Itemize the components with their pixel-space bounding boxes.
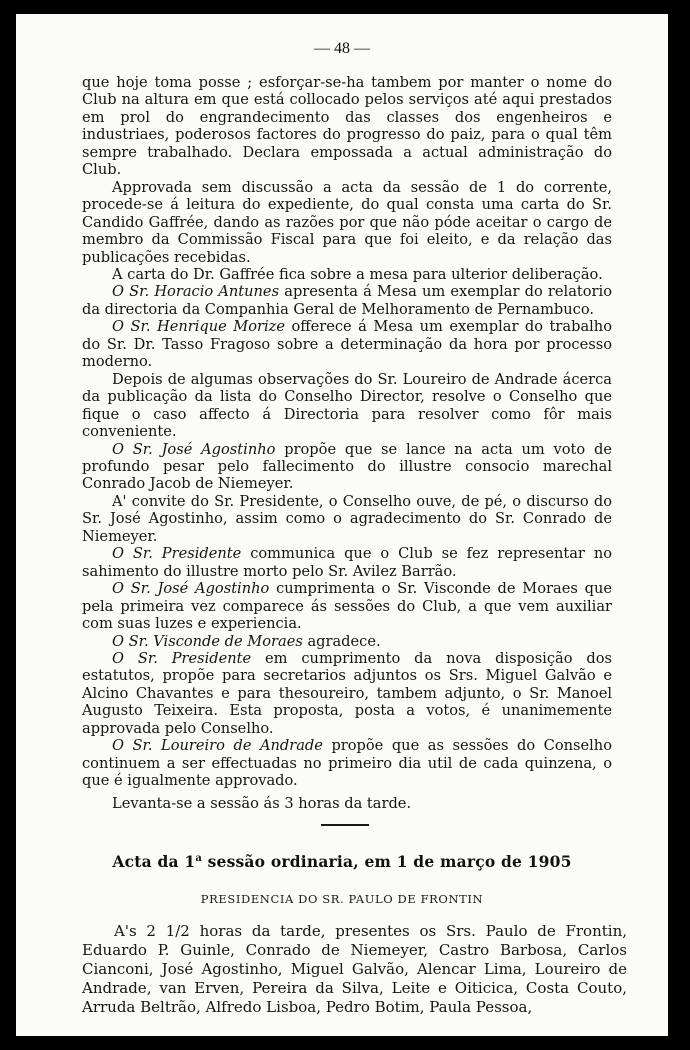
minutes-body	[82, 74, 612, 812]
speaker-name: O Sr. Presidente	[112, 649, 252, 667]
page-number: — 48 —	[314, 40, 370, 57]
speaker-name: O Sr. Visconde de Moraes	[112, 632, 303, 650]
paragraph	[82, 441, 612, 493]
speaker-name: O Sr. Horacio Antunes	[112, 283, 280, 301]
closing-paragraph: Levanta-se a sessão ás 3 horas da tarde.	[112, 794, 412, 812]
paragraph: A's 2 1/2 horas da tarde, presentes os Srs. Paulo de Frontin, Eduardo P. Guinle, Conrado de Niemeyer, Castro Barbosa, Carlos Cianconi, José Agostinho, Miguel Galvão, Alencar Lima, Loureiro de Andrade, van Erven, Pereira da Silva, Leite e Oiticica, Costa Couto, Arruda Beltrão, Alfredo Lisboa, Pedro Botim, Paula Pessoa,	[82, 922, 627, 1016]
speaker-name: O Sr. Henrique Morize	[112, 318, 285, 336]
document-page	[16, 14, 668, 1036]
paragraph	[82, 650, 612, 737]
speaker-name: O Sr. José Agostinho	[112, 580, 270, 598]
paragraph	[82, 580, 612, 632]
paragraph-text: propõe que se lance na acta um voto de profundo pesar pelo fallecimento do illustre consocio marechal Conrado Jacob de Niemeyer.	[82, 440, 612, 493]
paragraph: Depois de algumas observações do Sr. Loureiro de Andrade ácerca da publicação da lista do Conselho Director, resolve o Conselho que fique o caso affecto á Directoria para resolver como fôr mais conveniente.	[82, 370, 612, 441]
paragraph-text: cumprimenta o Sr. Visconde de Moraes que pela primeira vez comparece ás sessões do Club, a que vem auxiliar com suas luzes e experiencia.	[82, 580, 612, 633]
paragraph	[82, 283, 612, 318]
section-subheading: PRESIDENCIA DO SR. PAULO DE FRONTIN	[200, 892, 484, 906]
paragraph	[82, 633, 612, 650]
section-intro	[82, 922, 627, 1017]
paragraph: A carta do Dr. Gaffrée fica sobre a mesa para ulterior deliberação.	[112, 265, 603, 283]
paragraph-text: communica que o Club se fez representar no sahimento do illustre morto pelo Sr. Avilez Barrão.	[82, 545, 613, 580]
paragraph-text: propõe que as sessões do Conselho continuem a ser effectuadas no primeiro dia util de cada quinzena, o que é igualmente approvado.	[82, 737, 612, 790]
paragraph	[82, 545, 612, 580]
paragraph-text: apresenta á Mesa um exemplar do relatorio da directoria da Companhia Geral de Melhoramento de Pernambuco.	[82, 283, 612, 318]
speaker-name: O Sr. Presidente	[112, 545, 242, 563]
paragraph: Approvada sem discussão a acta da sessão de 1 do corrente, procede-se á leitura do expediente, do qual consta uma carta do Sr. Candido Gaffrée, dando as razões por que não póde aceitar o cargo de membro da Commissão Fiscal para que foi eleito, e da relação das publicações recebidas.	[82, 178, 612, 266]
paragraph-text: agradece.	[302, 632, 381, 650]
paragraph: que hoje toma posse ; esforçar-se-ha tambem por manter o nome do Club na altura em que está collocado pelos serviços até aqui prestados em prol do engrandecimento das classes dos engenheiros e industriaes, poderosos factores do progresso do paiz, para o qual têm sempre trabalhado. Declara empossada a actual administração do Club.	[82, 74, 612, 179]
paragraph: A' convite do Sr. Presidente, o Conselho ouve, de pé, o discurso do Sr. José Agostinho, assim como o agradecimento do Sr. Conrado de Niemeyer.	[82, 492, 612, 545]
speaker-name: O Sr. José Agostinho	[112, 440, 276, 458]
speaker-name: O Sr. Loureiro de Andrade	[112, 737, 323, 755]
paragraph	[82, 737, 612, 789]
section-divider	[321, 824, 369, 826]
paragraph-text: offerece á Mesa um exemplar do trabalho do Sr. Dr. Tasso Fragoso sobre a determinação da hora por processo moderno.	[82, 318, 612, 371]
paragraph-text: em cumprimento da nova disposição dos estatutos, propõe para secretarios adjuntos os Srs. Miguel Galvão e Alcino Chavantes e para thesoureiro, tambem adjunto, o Sr. Manoel Augusto Teixeira. Esta proposta, posta a votos, é unanimemente approvada pelo Conselho.	[82, 649, 612, 737]
section-heading: Acta da 1$^a$ sessão ordinaria, em 1 de março de 1905	[112, 852, 572, 871]
paragraph	[82, 318, 612, 370]
